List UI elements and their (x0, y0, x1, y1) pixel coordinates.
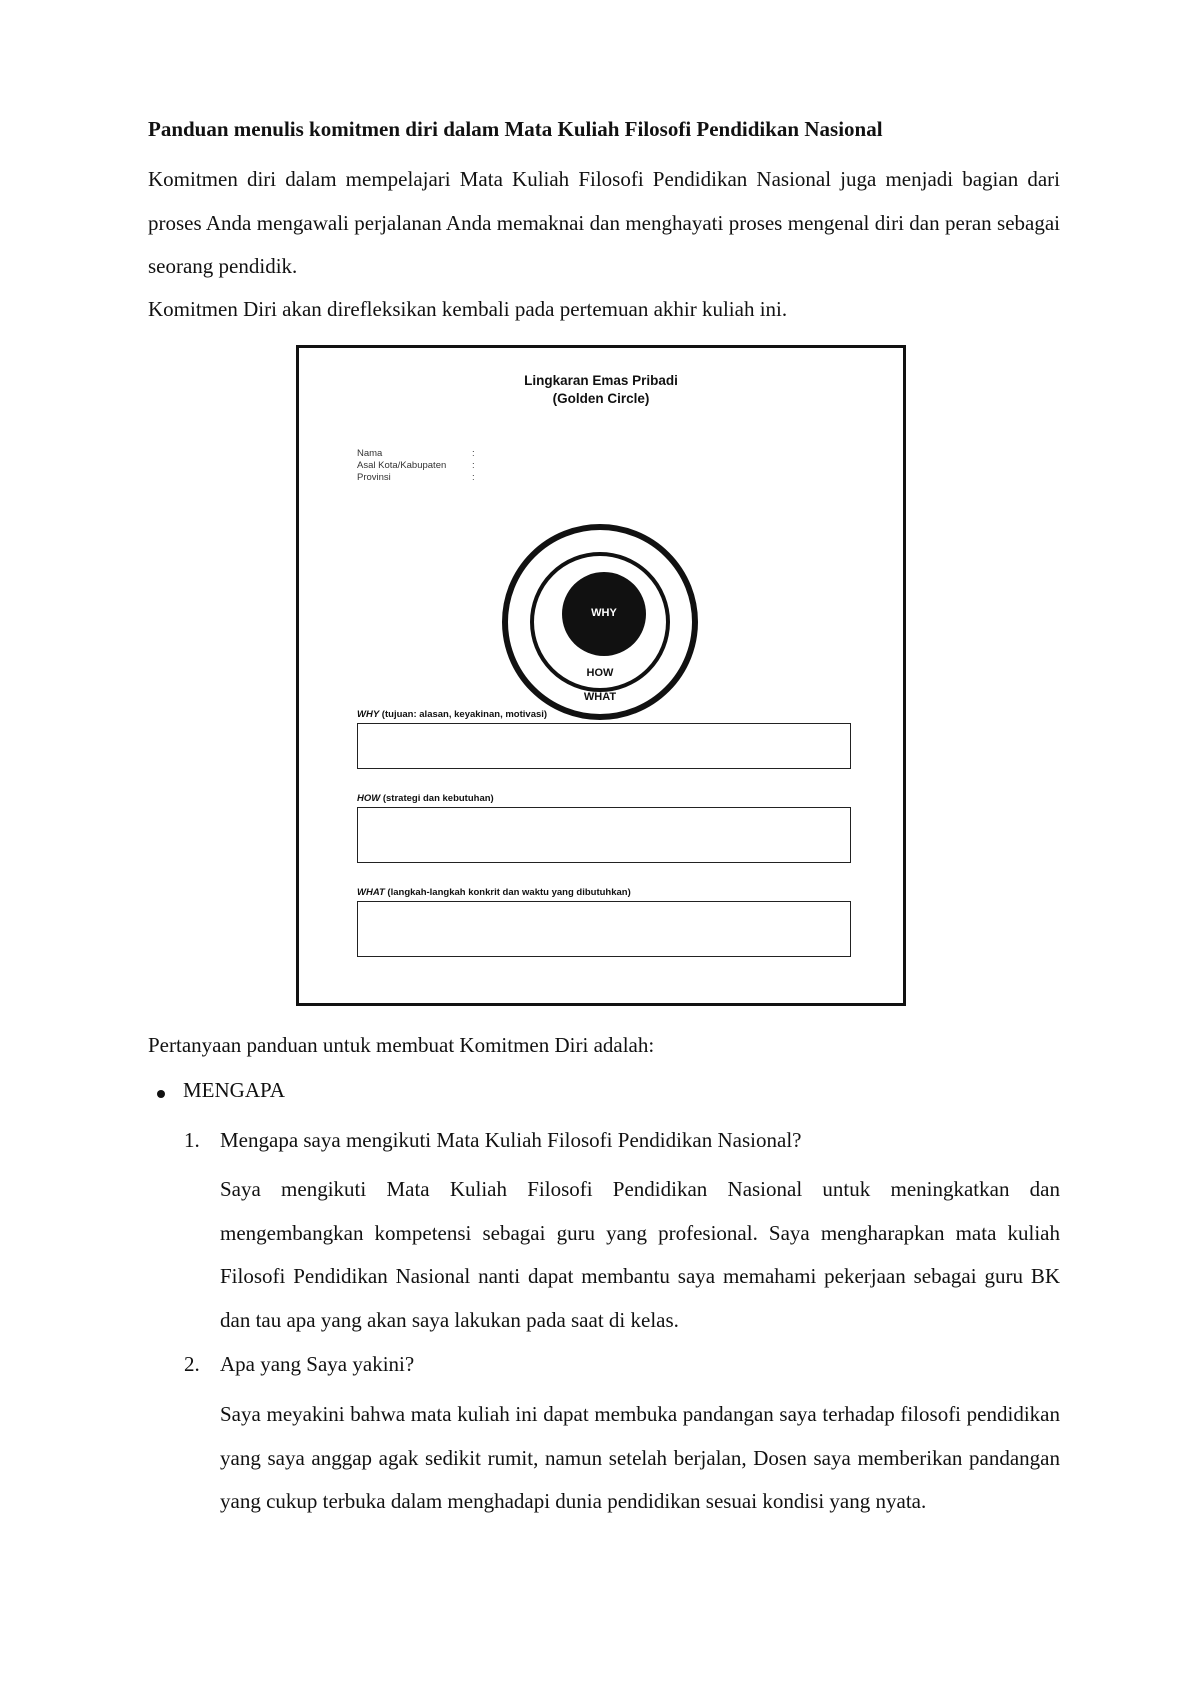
worksheet-title-line1: Lingkaran Emas Pribadi (524, 373, 678, 388)
why-desc: (tujuan: alasan, keyakinan, motivasi) (379, 709, 548, 720)
field-separator: : (472, 448, 475, 459)
how-label: HOW (586, 667, 614, 679)
how-desc: (strategi dan kebutuhan) (380, 793, 494, 804)
golden-circle-diagram (502, 524, 698, 720)
field-row-asal-kota (357, 460, 475, 472)
field-label: Asal Kota/Kabupaten (357, 460, 447, 471)
section-mengapa: MENGAPA (183, 1078, 285, 1102)
field-label: Provinsi (357, 472, 391, 483)
item-number: 1. (184, 1128, 200, 1152)
item-question: Mengapa saya mengikuti Mata Kuliah Filosofi Pendidikan Nasional? (220, 1128, 802, 1152)
field-separator: : (472, 472, 475, 483)
item-question: Apa yang Saya yakini? (220, 1352, 415, 1376)
golden-circle-worksheet (296, 345, 906, 1006)
field-label: Nama (357, 448, 383, 459)
what-label: WHAT (583, 691, 617, 703)
intro-paragraph: Komitmen diri dalam mempelajari Mata Kuliah Filosofi Pendidikan Nasional juga menjadi bagian dari proses Anda mengawali perjalanan Anda memaknai dan menghayati proses mengenal diri dan peran sebagai seorang pendidik. (148, 167, 1060, 278)
what-key: WHAT (357, 887, 385, 898)
field-row-provinsi (357, 472, 475, 484)
identity-fields (357, 448, 475, 484)
what-answer-box[interactable] (357, 901, 851, 957)
document-title: Panduan menulis komitmen diri dalam Mata Kuliah Filosofi Pendidikan Nasional (148, 117, 883, 141)
how-question-label (357, 793, 494, 804)
field-row-nama (357, 448, 475, 460)
what-desc: (langkah-langkah konkrit dan waktu yang dibutuhkan) (384, 887, 631, 898)
item-answer: Saya meyakini bahwa mata kuliah ini dapat membuka pandangan saya terhadap filosofi pendidikan yang saya anggap agak sedikit rumit, namun setelah berjalan, Dosen saya memberikan pandangan yang cukup terbuka dalam menghadapi dunia pendidikan sesuai kondisi yang nyata. (220, 1402, 1060, 1513)
reflection-note: Komitmen Diri akan direfleksikan kembali pada pertemuan akhir kuliah ini. (148, 297, 788, 321)
item-answer: Saya mengikuti Mata Kuliah Filosofi Pendidikan Nasional untuk meningkatkan dan mengembangkan kompetensi sebagai guru yang profesional. Saya mengharapkan mata kuliah Filosofi Pendidikan Nasional nanti dapat membantu saya memahami pekerjaan sebagai guru BK dan tau apa yang akan saya lakukan pada saat di kelas. (220, 1177, 1060, 1332)
worksheet-title (299, 372, 903, 408)
guide-intro: Pertanyaan panduan untuk membuat Komitmen Diri adalah: (148, 1033, 655, 1057)
why-label: WHY (591, 607, 617, 619)
worksheet-title-line2: (Golden Circle) (552, 391, 650, 406)
bullet-icon (157, 1090, 165, 1098)
field-separator: : (472, 460, 475, 471)
what-question-label (357, 887, 631, 898)
item-number: 2. (184, 1352, 200, 1376)
why-key: WHY (357, 709, 380, 720)
how-key: HOW (357, 793, 381, 804)
why-answer-box[interactable] (357, 723, 851, 769)
how-answer-box[interactable] (357, 807, 851, 863)
why-question-label (357, 709, 547, 720)
